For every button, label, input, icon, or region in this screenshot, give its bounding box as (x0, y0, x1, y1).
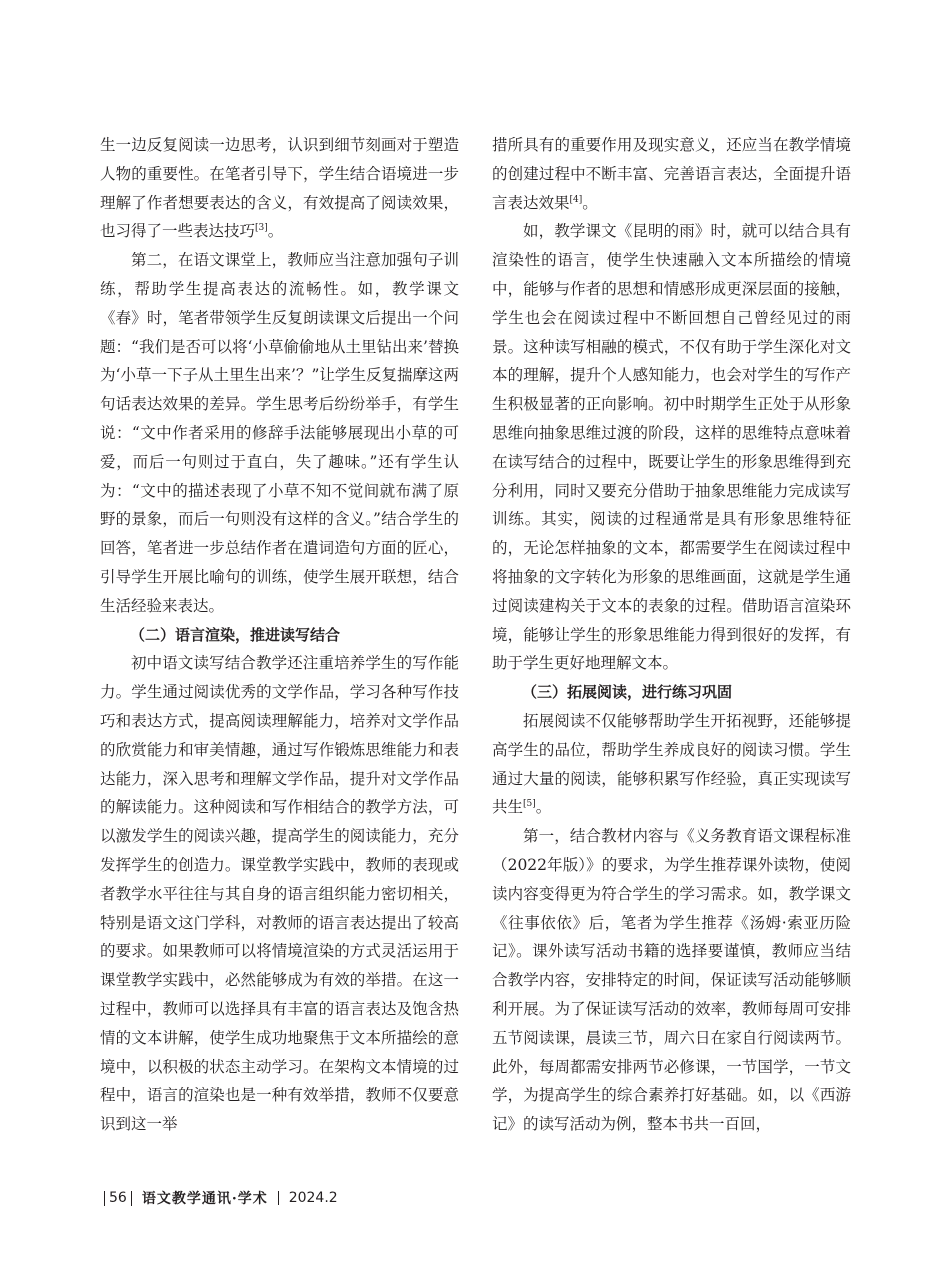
journal-title: 语文教学通讯·学术 (141, 1191, 268, 1207)
left-column (100, 131, 459, 1139)
paragraph: 生一边反复阅读一边思考，认识到细节刻画对于塑造人物的重要性。在笔者引导下，学生结合语境进一步理解了作者想要表达的含义，有效提高了阅读效果，也习得了一些表达技巧[3]。 (100, 136, 459, 241)
divider (278, 1191, 279, 1205)
page-number-box (100, 1190, 136, 1206)
citation-reference: [3] (255, 223, 268, 234)
paragraph: 第二，在语文课堂上，教师应当注意加强句子训练，帮助学生提高表达的流畅性。如，教学课文《春》时，笔者带领学生反复朗读课文后提出一个问题：“我们是否可以将‘小草偷偷地从土里钻出来’替换为‘小草一下子从土里生出来’？”让学生反复揣摩这两句话表达效果的差异。学生思考后纷纷举手，有学生说：“文中作者采用的修辞手法能够展现出小草的可爱，而后一句则过于直白，失了趣味。”还有学生认为：“文中的描述表现了小草不知不觉间就布满了原野的景象，而后一句则没有这样的含义。”结合学生的回答，笔者进一步总结作者在遣词造句方面的匠心，引导学生开展比喻句的训练，使学生展开联想，结合生活经验来表达。 (100, 251, 459, 615)
paragraph: 措所具有的重要作用及现实意义，还应当在教学情境的创建过程中不断丰富、完善语言表达，全面提升语言表达效果[4]。 (492, 136, 851, 212)
section-heading: （三）拓展阅读，进行练习巩固 (522, 683, 733, 702)
paragraph: 如，教学课文《昆明的雨》时，就可以结合具有渲染性的语言，使学生快速融入文本所描绘的情境中，能够与作者的思想和情感形成更深层面的接触，学生也会在阅读过程中不断回想自己曾经见过的雨景。这种读写相融的模式，不仅有助于学生深化对文本的理解，提升个人感知能力，也会对学生的写作产生积极显著的正向影响。初中时期学生正处于从形象思维向抽象思维过渡的阶段，这样的思维特点意味着在读写结合的过程中，既要让学生的形象思维得到充分利用，同时又要充分借助于抽象思维能力完成读写训练。其实，阅读的过程通常是具有形象思维特征的，无论怎样抽象的文本，都需要学生在阅读过程中将抽象的文字转化为形象的思维画面，这就是学生通过阅读建构关于文本的表象的过程。借助语言渲染环境，能够让学生的形象思维能力得到很好的发挥，有助于学生更好地理解文本。 (492, 222, 851, 673)
paragraph: 第一，结合教材内容与《义务教育语文课程标准（2022年版）》的要求，为学生推荐课外读物，使阅读内容变得更为符合学生的学习需求。如，教学课文《往事依依》后，笔者为学生推荐《汤姆·索亚历险记》。课外读写活动书籍的选择要谨慎，教师应当结合教学内容，安排特定的时间，保证读写活动能够顺利开展。为了保证读写活动的效率，教师每周可安排五节阅读课，晨读三节，周六日在家自行阅读两节。此外，每周都需安排两节必修课，一节国学，一节文学，为提高学生的综合素养打好基础。如，以《西游记》的读写活动为例，整本书共一百回， (492, 827, 851, 1134)
page-number: 56 (109, 1190, 127, 1206)
paragraph: 拓展阅读不仅能够帮助学生开拓视野，还能够提高学生的品位，帮助学生养成良好的阅读习惯。学生通过大量的阅读，能够积累写作经验，真正实现读写共生[5]。 (492, 711, 851, 817)
page-footer (100, 1187, 338, 1209)
citation-reference: [5] (523, 799, 536, 810)
citation-reference: [4] (569, 194, 583, 205)
section-heading: （二）语言渲染，推进读写结合 (130, 625, 341, 644)
divider (131, 1191, 132, 1206)
divider (104, 1191, 105, 1206)
issue-number: 2024.2 (288, 1190, 338, 1206)
right-column (492, 131, 851, 1139)
paragraph: 初中语文读写结合教学还注重培养学生的写作能力。学生通过阅读优秀的文学作品，学习各种写作技巧和表达方式，提高阅读理解能力，培养对文学作品的欣赏能力和审美情趣，通过写作锻炼思维能力和表达能力，深入思考和理解文学作品，提升对文学作品的解读能力。这种阅读和写作相结合的教学方法，可以激发学生的阅读兴趣，提高学生的阅读能力，充分发挥学生的创造力。课堂教学实践中，教师的表现或者教学水平往往与其自身的语言组织能力密切相关，特别是语文这门学科，对教师的语言表达提出了较高的要求。如果教师可以将情境渲染的方式灵活运用于课堂教学实践中，必然能够成为有效的举措。在这一过程中，教师可以选择具有丰富的语言表达及饱含热情的文本讲解，使学生成功地聚焦于文本所描绘的意境中，以积极的状态主动学习。在架构文本情境的过程中，语言的渲染也是一种有效举措，教师不仅要意识到这一举 (100, 654, 459, 1134)
